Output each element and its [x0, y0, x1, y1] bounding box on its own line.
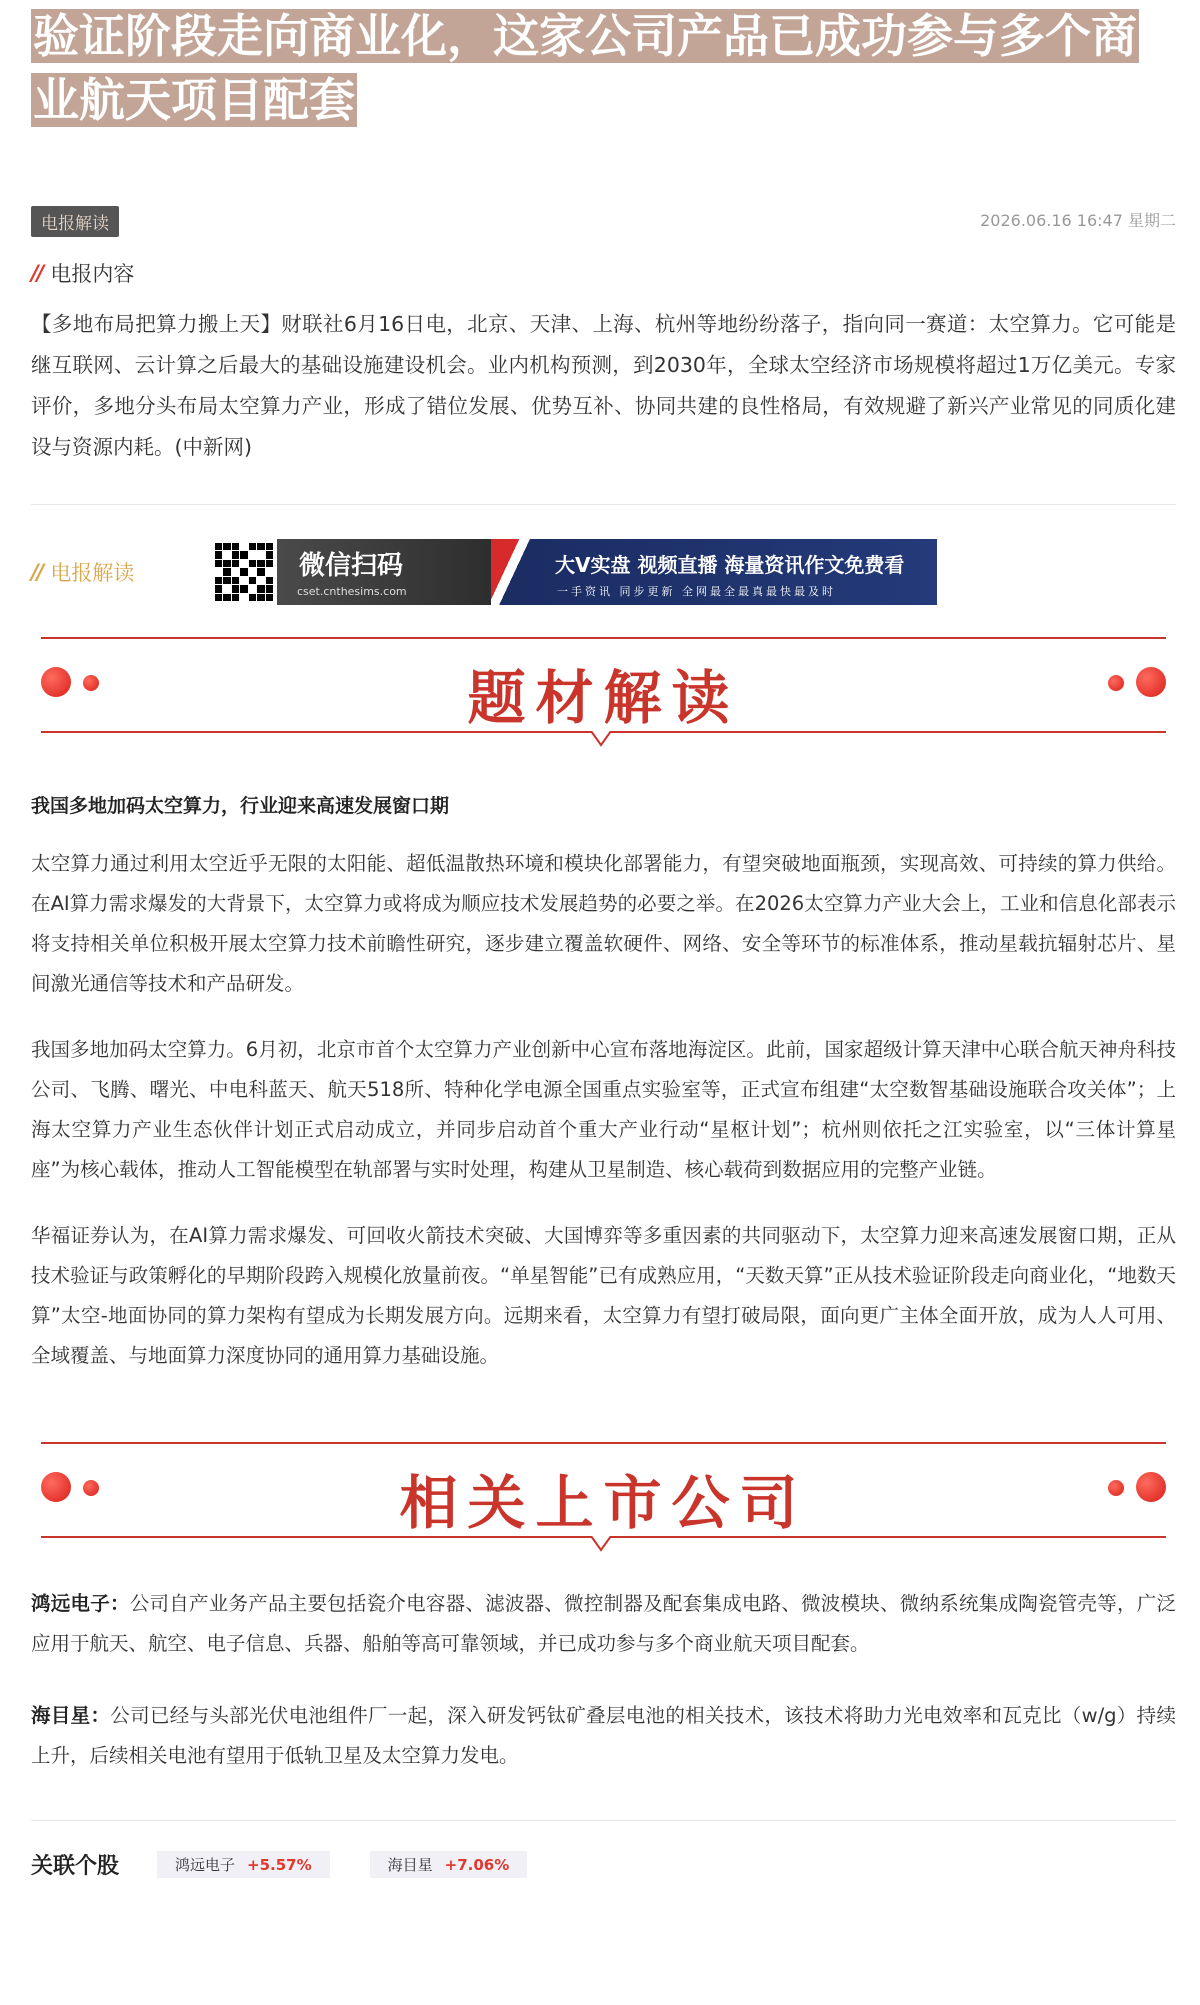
banner-line — [41, 637, 1166, 639]
ad-url: cset.cnthesims.com — [297, 585, 407, 598]
company-name[interactable]: 鸿远电子： — [31, 1592, 130, 1615]
ad-stripe — [491, 539, 531, 605]
banner-title: 题材解读 — [467, 664, 740, 732]
company-item — [31, 1584, 1176, 1664]
interpretation-row — [31, 537, 1176, 607]
section-label-text: 电报解读 — [50, 561, 135, 585]
topic-paragraph: 华福证券认为，在AI算力需求爆发、可回收火箭技术突破、大国博弈等多重因素的共同驱动下，太空算力迎来高速发展窗口期，正从技术验证与政策孵化的早期阶段跨入规模化放量前夜。“单星智能”已有成熟应用，“天数天算”正从技术验证阶段走向商业化，“地数天算”太空-地面协同的算力架构有望成为长期发展方向。远期来看，太空算力有望打破局限，面向更广主体全面开放，成为人人可用、全域覆盖、与地面算力深度协同的通用算力基础设施。 — [31, 1224, 1176, 1367]
slash-icon: // — [31, 261, 43, 285]
topic-paragraph: 我国多地加码太空算力。6月初，北京市首个太空算力产业创新中心宣布落地海淀区。此前，国家超级计算天津中心联合航天神舟科技公司、飞腾、曙光、中电科蓝天、航天518所、特种化学电源全国重点实验室等，正式宣布组建“太空数智基础设施联合攻关体”；上海太空算力产业生态伙伴计划正式启动成立，并同步启动首个重大产业行动“星枢计划”；杭州则依托之江实验室，以“三体计算星座”为核心载体，推动人工智能模型在轨部署与实时处理，构建从卫星制造、核心载荷到数据应用的完整产业链。 — [31, 1038, 1176, 1181]
banner-title: 相关上市公司 — [399, 1469, 808, 1537]
stock-chip[interactable] — [370, 1851, 528, 1878]
stock-chip[interactable] — [157, 1851, 330, 1878]
ad-slogan: 大V实盘 视频直播 海量资讯作文免费看 — [555, 553, 905, 577]
ad-left — [277, 539, 491, 605]
stock-change: +7.06% — [444, 1855, 510, 1874]
banner-topic — [31, 637, 1176, 743]
category-tag[interactable]: 电报解读 — [31, 206, 119, 237]
stock-name: 鸿远电子 — [175, 1856, 236, 1874]
topic-paragraph: 太空算力通过利用太空近乎无限的太阳能、超低温散热环境和模块化部署能力，有望突破地面瓶颈，实现高效、可持续的算力供给。在AI算力需求爆发的大背景下，太空算力或将成为顺应技术发展趋势的必要之举。在2026太空算力产业大会上，工业和信息化部表示将支持相关单位积极开展太空算力技术前瞻性研究，逐步建立覆盖软硬件、网络、安全等环节的标准体系，推动星载抗辐射芯片、星间激光通信等技术和产品研发。 — [31, 852, 1176, 995]
banner-companies — [31, 1442, 1176, 1548]
section-label-interpretation — [31, 557, 134, 587]
ad-title: 微信扫码 — [299, 551, 404, 581]
ad-right — [531, 539, 937, 605]
section-label-text: 电报内容 — [50, 262, 135, 286]
company-item — [31, 1696, 1176, 1776]
article — [31, 0, 1176, 1880]
qr-code-icon — [211, 539, 277, 605]
ad-banner[interactable] — [211, 539, 937, 605]
publish-datetime: 2026.06.16 16:47 星期二 — [980, 211, 1176, 230]
divider — [31, 1820, 1176, 1821]
related-stocks — [31, 1849, 1176, 1880]
company-name[interactable]: 海目星： — [31, 1704, 111, 1727]
article-title — [31, 4, 1176, 132]
related-stocks-label: 关联个股 — [31, 1854, 120, 1879]
topic-heading: 我国多地加码太空算力，行业迎来高速发展窗口期 — [31, 795, 450, 817]
meta-row — [31, 198, 1176, 242]
banner-line — [41, 1442, 1166, 1444]
telegraph-text: 【多地布局把算力搬上天】财联社6月16日电，北京、天津、上海、杭州等地纷纷落子，指向同一赛道：太空算力。它可能是继互联网、云计算之后最大的基础设施建设机会。业内机构预测，到2030年，全球太空经济市场规模将超过1万亿美元。专家评价，多地分头布局太空算力产业，形成了错位发展、优势互补、协同共建的良性格局，有效规避了新兴产业常见的同质化建设与资源内耗。(中新网) — [31, 312, 1176, 459]
stock-name: 海目星 — [387, 1856, 433, 1874]
slash-icon: // — [31, 560, 43, 584]
company-desc: 公司自产业务产品主要包括瓷介电容器、滤波器、微控制器及配套集成电路、微波模块、微纳系统集成陶瓷管壳等，广泛应用于航天、航空、电子信息、兵器、船舶等高可靠领域，并已成功参与多个商业航天项目配套。 — [31, 1592, 1176, 1655]
section-label-content — [31, 258, 1176, 288]
ad-subtitle: 一手资讯 同步更新 全网最全最真最快最及时 — [557, 585, 836, 598]
company-desc: 公司已经与头部光伏电池组件厂一起，深入研发钙钛矿叠层电池的相关技术，该技术将助力光电效率和瓦克比（w/g）持续上升，后续相关电池有望用于低轨卫星及太空算力发电。 — [31, 1704, 1176, 1767]
divider — [31, 504, 1176, 505]
stock-change: +5.57% — [247, 1855, 312, 1874]
article-title-text: 验证阶段走向商业化，这家公司产品已成功参与多个商业航天项目配套 — [33, 9, 1137, 127]
